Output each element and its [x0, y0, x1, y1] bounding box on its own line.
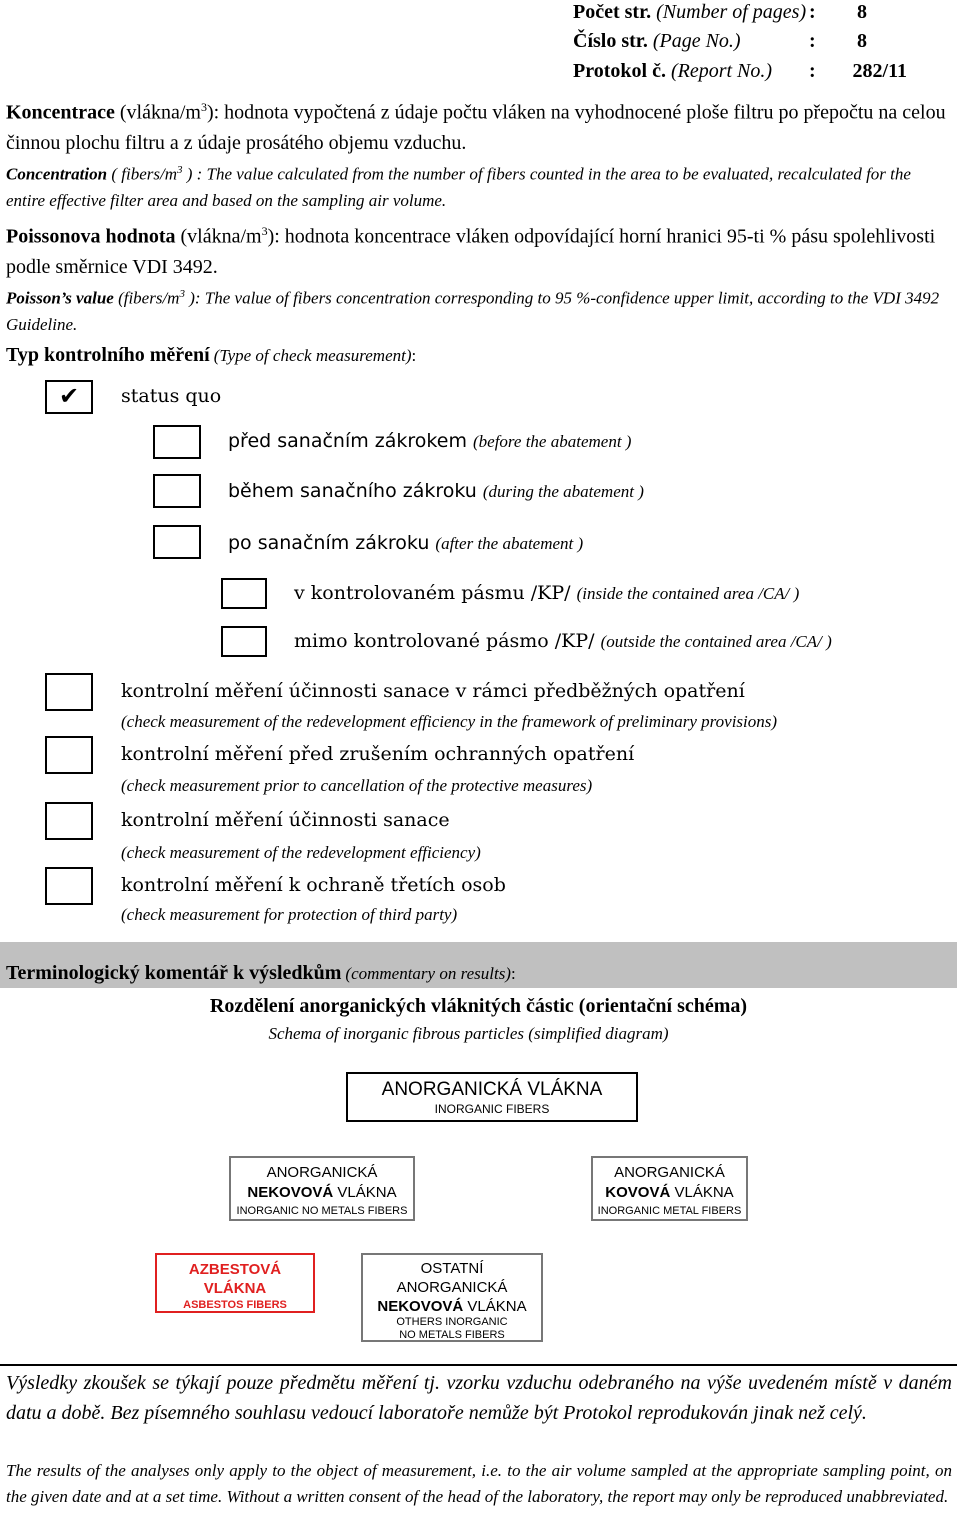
unit-en: (fibers/m — [118, 288, 180, 308]
option2-label-en: (check measurement prior to cancellation of the protective measures) — [121, 776, 593, 795]
concentration-def: ): hodnota vypočtená z údaje počtu vláken na vyhodnocené ploše filtru po přepočtu na celou činnou plochu filtru a z údaje prosátého objemu vzduchu. — [6, 101, 946, 154]
before-label — [228, 430, 631, 452]
during-en: (during the abatement ) — [482, 482, 644, 501]
pages-label: Počet str. — [573, 1, 652, 23]
report-row — [573, 59, 907, 83]
nonmetal-en: INORGANIC NO METALS FIBERS — [236, 1205, 408, 1217]
outside-cz: mimo kontrolované pásmo /KP/ — [294, 630, 595, 652]
nonmetal-fibers-box — [229, 1156, 415, 1221]
other-rest: VLÁKNA — [463, 1298, 527, 1315]
nonmetal-rest: VLÁKNA — [333, 1184, 397, 1201]
inside-cz: v kontrolovaném pásmu /KP/ — [294, 582, 571, 604]
footer-en: The results of the analyses only apply to the object of measurement, i.e. to the air volume sampled at the appropriate sampling point, on the given date and at a set time. Without a written consent of the head of the laboratory, the report may only be reproduced unabbreviated. — [6, 1461, 952, 1506]
check-type-title-en: (Type of check measurement) — [213, 346, 412, 365]
status-quo-checkbox[interactable] — [45, 380, 93, 414]
nonmetal-bold: NEKOVOVÁ — [247, 1184, 334, 1201]
colon: : — [510, 964, 516, 983]
option2-checkbox[interactable] — [45, 736, 93, 774]
metal-rest: VLÁKNA — [670, 1184, 734, 1201]
metal-line2 — [593, 1183, 746, 1203]
during-label — [228, 480, 644, 502]
schema-title-en: Schema of inorganic fibrous particles (simplified diagram) — [268, 1024, 669, 1043]
option1-label-en: (check measurement of the redevelopment efficiency in the framework of preliminary provisions) — [121, 712, 778, 731]
after-checkbox[interactable] — [153, 525, 201, 559]
pages-row — [573, 0, 927, 24]
unit: (vlákna/m — [119, 101, 201, 124]
root-label: ANORGANICKÁ VLÁKNA — [381, 1079, 603, 1100]
metal-bold: KOVOVÁ — [605, 1184, 671, 1201]
other-line3 — [363, 1297, 541, 1316]
other-bold: NEKOVOVÁ — [377, 1298, 464, 1315]
root-label-en: INORGANIC FIBERS — [434, 1102, 550, 1116]
report-value: 282/11 — [852, 60, 907, 82]
option4-label-en: (check measurement for protection of third party) — [121, 905, 458, 924]
poisson-def-en: ): The value of fibers concentration corresponding to 95 %-confidence upper limit, according to the VDI 3492 Guideline. — [6, 288, 940, 334]
other-en2: NO METALS FIBERS — [399, 1329, 505, 1341]
other-line1: OSTATNÍ — [420, 1260, 484, 1277]
metal-line1: ANORGANICKÁ — [614, 1164, 725, 1181]
pages-label-en: (Number of pages) — [656, 1, 807, 23]
concentration-term-en: Concentration — [6, 164, 108, 184]
page-label: Číslo str. — [573, 30, 648, 52]
after-label — [228, 532, 583, 554]
concentration-en — [6, 157, 952, 214]
before-checkbox[interactable] — [153, 425, 201, 459]
metal-fibers-box — [591, 1156, 748, 1221]
colon: : — [809, 60, 816, 82]
comment-title-en: (commentary on results) — [345, 964, 511, 983]
sup: 3 — [200, 100, 207, 114]
option4-checkbox[interactable] — [45, 867, 93, 905]
nonmetal-line2 — [231, 1183, 413, 1203]
option1-label: kontrolní měření účinnosti sanace v rámci předběžných opatření — [121, 680, 745, 702]
footer-divider — [0, 1364, 957, 1366]
option1-checkbox[interactable] — [45, 673, 93, 711]
other-en1: OTHERS INORGANIC — [396, 1316, 508, 1328]
asbestos-en: ASBESTOS FIBERS — [183, 1299, 287, 1311]
pages-value: 8 — [857, 1, 867, 23]
asbestos-fibers-box — [155, 1253, 315, 1313]
concentration-def-en: ) : The value calculated from the number of fibers counted in the area to be evaluated, recalculated for the entire effective filter area and based on the sampling air volume. — [6, 164, 911, 210]
option2-label: kontrolní měření před zrušením ochranných opatření — [121, 743, 635, 765]
poisson-def: ): hodnota koncentrace vláken odpovídající horní hranici 95-ti % pásu spolehlivosti podle směrnice VDI 3492. — [6, 225, 936, 278]
page-row — [573, 29, 927, 53]
check-type-title-cz: Typ kontrolního měření — [6, 344, 210, 366]
report-label: Protokol č. — [573, 60, 666, 82]
option3-label: kontrolní měření účinnosti sanace — [121, 809, 450, 831]
after-en: (after the abatement ) — [435, 534, 584, 553]
unit-en: ( fibers/m — [111, 164, 177, 184]
metal-en: INORGANIC METAL FIBERS — [597, 1205, 742, 1217]
checkmark-icon: ✔ — [58, 384, 80, 410]
colon: : — [411, 346, 417, 365]
sup: 3 — [261, 224, 268, 238]
comment-title-cz: Terminologický komentář k výsledkům — [6, 962, 342, 984]
poisson-en — [6, 281, 952, 338]
status-quo-label: status quo — [121, 385, 222, 407]
concentration-cz — [6, 92, 952, 158]
sup: 3 — [176, 164, 183, 176]
page-value: 8 — [857, 30, 867, 52]
option3-checkbox[interactable] — [45, 802, 93, 840]
nonmetal-line1: ANORGANICKÁ — [266, 1164, 378, 1181]
asbestos-line2: VLÁKNA — [203, 1280, 267, 1297]
after-cz: po sanačním zákroku — [228, 532, 430, 554]
asbestos-line1: AZBESTOVÁ — [188, 1261, 282, 1278]
before-en: (before the abatement ) — [473, 432, 632, 451]
before-cz: před sanačním zákrokem — [228, 430, 467, 452]
option3-label-en: (check measurement of the redevelopment efficiency) — [121, 843, 481, 862]
poisson-cz — [6, 216, 952, 282]
outside-en: (outside the contained area /CA/ ) — [600, 632, 832, 651]
during-cz: během sanačního zákroku — [228, 480, 477, 502]
check-type-title — [6, 344, 416, 367]
poisson-term: Poissonova hodnota — [6, 225, 176, 248]
inside-en: (inside the contained area /CA/ ) — [576, 584, 800, 603]
footer-cz: Výsledky zkoušek se týkají pouze předmětu měření tj. vzorku vzduchu odebraného na výše uvedeném místě v daném datu a době. Bez písemného souhlasu vedoucí laboratoře nemůže být Protokol reprodukován jinak než celý. — [6, 1372, 952, 1424]
inside-checkbox[interactable] — [221, 578, 267, 609]
outside-label — [294, 630, 832, 652]
colon: : — [809, 30, 816, 52]
other-line2: ANORGANICKÁ — [396, 1279, 508, 1296]
report-label-en: (Report No.) — [670, 60, 773, 82]
schema-title: Rozdělení anorganických vláknitých částic (orientační schéma) — [209, 995, 748, 1017]
comment-title — [6, 962, 516, 985]
other-fibers-box — [361, 1253, 543, 1342]
poisson-term-en: Poisson’s value — [6, 288, 114, 308]
page-label-en: (Page No.) — [652, 30, 741, 52]
sup: 3 — [179, 288, 185, 300]
during-checkbox[interactable] — [153, 474, 201, 508]
concentration-term: Koncentrace — [6, 101, 115, 124]
inorganic-fibers-box — [346, 1072, 638, 1122]
inside-label — [294, 582, 799, 604]
option4-label: kontrolní měření k ochraně třetích osob — [121, 874, 506, 896]
unit: (vlákna/m — [180, 225, 262, 248]
colon: : — [809, 1, 816, 23]
outside-checkbox[interactable] — [221, 626, 267, 657]
